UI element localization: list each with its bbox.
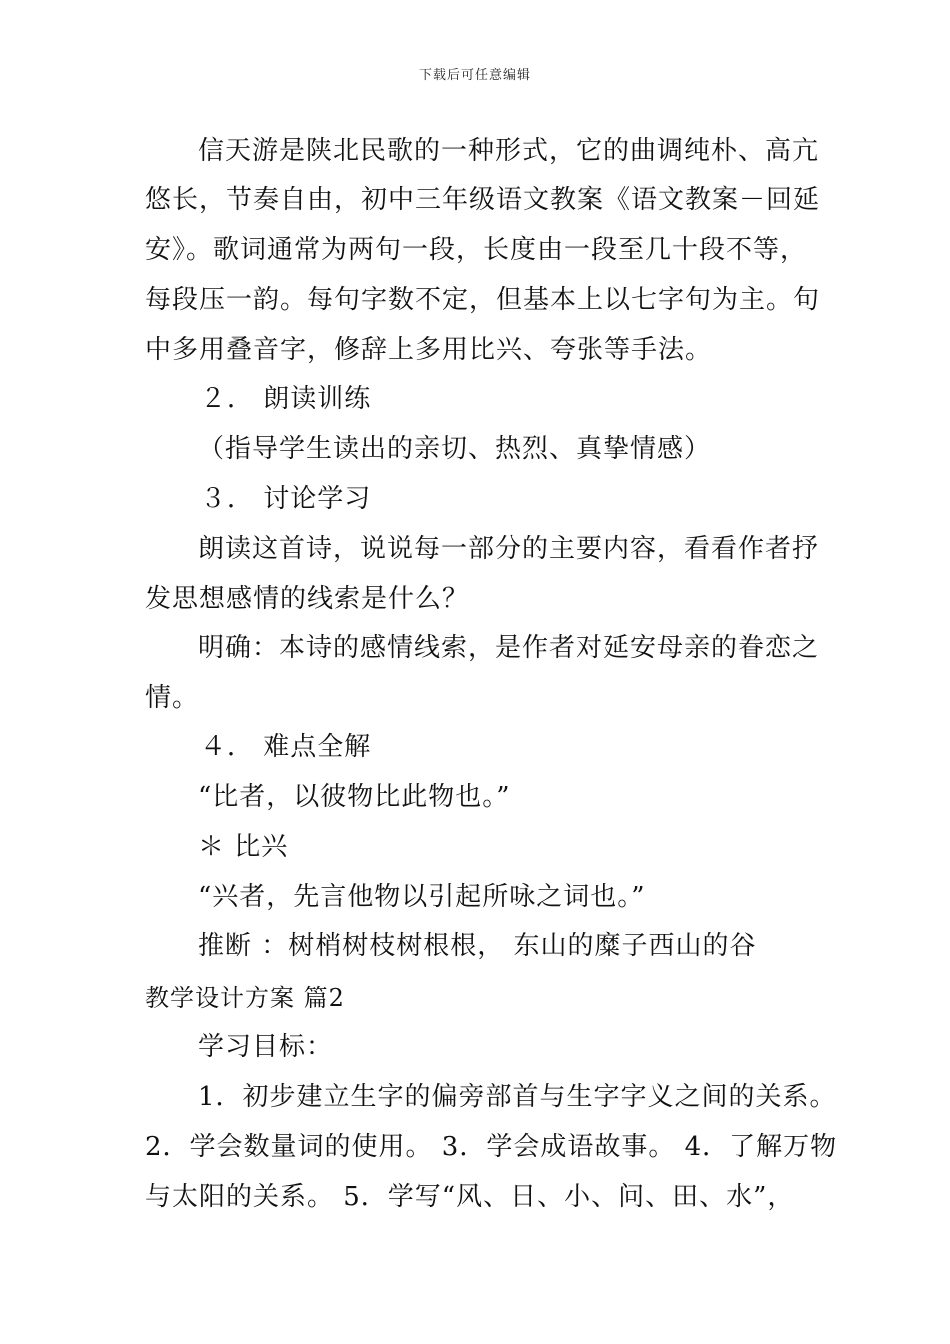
paragraph-line: ＊ 比兴	[198, 832, 289, 862]
section-heading: ４． 难点全解	[200, 732, 372, 762]
paragraph-line: 朗读这首诗，说说每一部分的主要内容，看看作者抒	[198, 534, 820, 564]
paragraph-line: 推断 ：树梢树枝树根根， 东山的糜子西山的谷	[198, 931, 757, 961]
section-title: 教学设计方案 篇2	[145, 984, 345, 1012]
section-heading: ３． 讨论学习	[200, 484, 372, 514]
paragraph-line: （指导学生读出的亲切、热烈、真挚情感）	[198, 434, 712, 464]
paragraph-line: 明确：本诗的感情线索，是作者对延安母亲的眷恋之	[198, 633, 820, 663]
page-header: 下载后可任意编辑	[418, 68, 531, 83]
paragraph-line: 信天游是陕北民歌的一种形式，它的曲调纯朴、高亢	[198, 136, 820, 166]
quote-line: “比者，以彼物比此物也。”	[198, 782, 511, 812]
paragraph-line: 每段压一韵。每句字数不定，但基本上以七字句为主。句	[145, 285, 821, 315]
quote-line: “兴者，先言他物以引起所咏之词也。”	[198, 882, 646, 912]
paragraph-line: 2．学会数量词的使用。 3．学会成语故事。 4．了解万物	[145, 1132, 838, 1162]
paragraph-line: 发思想感情的线索是什么？	[145, 584, 470, 614]
paragraph-line: 悠长，节奏自由，初中三年级语文教案《语文教案－回延	[145, 185, 821, 215]
section-heading: ２． 朗读训练	[200, 384, 372, 414]
paragraph-line: 1．初步建立生字的偏旁部首与生字字义之间的关系。	[198, 1082, 837, 1112]
paragraph-line: 与太阳的关系。 5．学写“风、日、小、问、田、水”，	[145, 1182, 795, 1212]
paragraph-line: 中多用叠音字，修辞上多用比兴、夸张等手法。	[145, 335, 713, 365]
paragraph-line: 安》。歌词通常为两句一段，长度由一段至几十段不等，	[145, 235, 808, 265]
paragraph-line: 情。	[145, 683, 200, 713]
paragraph-line: 学习目标：	[198, 1032, 334, 1062]
